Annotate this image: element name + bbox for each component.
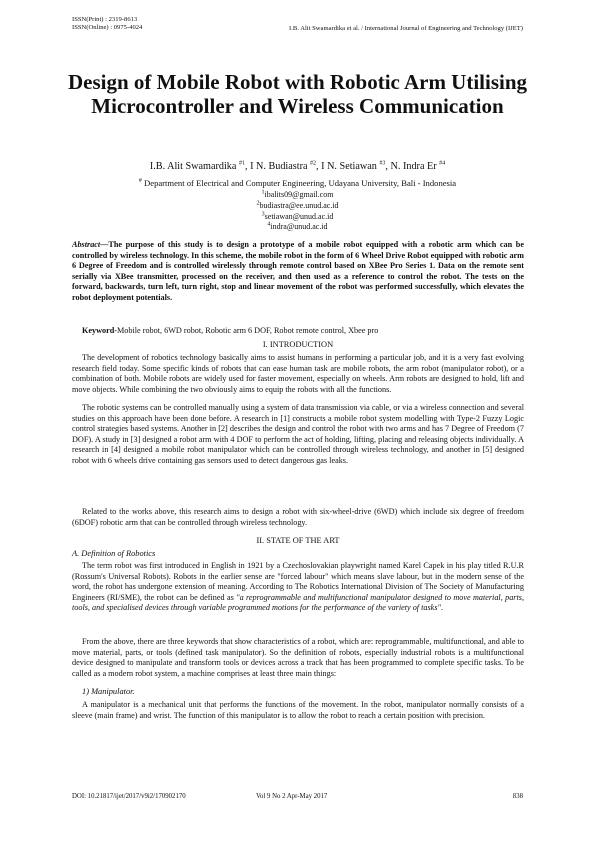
email-mark: 4 xyxy=(267,221,271,228)
section-heading-introduction: I. INTRODUCTION xyxy=(262,340,334,349)
author-name: I N. Setiawan xyxy=(321,161,377,172)
author-name: I.B. Alit Swamardika xyxy=(149,161,237,172)
issn-online: ISSN(Online) : 0975-4024 xyxy=(72,24,143,32)
email-link[interactable]: setiawan@unud.ac.id xyxy=(264,211,334,221)
section-heading-state-of-the-art: II. STATE OF THE ART xyxy=(256,536,340,545)
issn-block xyxy=(72,16,142,33)
running-header: I.B. Alit Swamardika et al. / International Journal of Engineering and Technology (IJET) xyxy=(289,25,523,32)
author-name: N. Indra Er xyxy=(390,161,437,172)
email-item xyxy=(60,222,535,233)
author-mark: #3 xyxy=(379,160,386,167)
email-item xyxy=(60,212,535,223)
doi: DOI: 10.21817/ijet/2017/v9i2/170902170 xyxy=(72,793,186,800)
page-number: 838 xyxy=(512,793,523,800)
keywords xyxy=(82,326,522,335)
author-mark: #4 xyxy=(439,160,446,167)
author-mark: #2 xyxy=(310,160,317,167)
email-list xyxy=(60,190,535,233)
affiliation-text: Department of Electrical and Computer Engineering, Udayana University, Bali - Indonesia xyxy=(144,178,457,188)
issn-print: ISSN(Print) : 2319-8613 xyxy=(72,16,138,23)
email-link[interactable]: indra@unud.ac.id xyxy=(270,222,328,232)
paragraph: Related to the works above, this research aims to design a robot with six-wheel-drive (6WD) which include six degree of freedom (6DOF) robotic arm that can be controlled through wireless technology. xyxy=(72,507,524,527)
affiliation-mark: # xyxy=(138,178,142,185)
author-mark: #1 xyxy=(238,160,245,167)
paper-title: Design of Mobile Robot with Robotic Arm Utilising Microcontroller and Wireless Communication xyxy=(67,70,528,118)
abstract-label: Abstract xyxy=(72,240,101,249)
keyword-text: Mobile robot, 6WD robot, Robotic arm 6 DOF, Robot remote control, Xbee pro xyxy=(117,326,379,335)
email-mark: 3 xyxy=(261,210,265,217)
paragraph-end: . xyxy=(440,603,443,613)
abstract xyxy=(72,240,524,304)
subsection-heading: A. Definition of Robotics xyxy=(72,549,156,558)
keyword-label: Keyword- xyxy=(82,326,118,335)
email-link[interactable]: ibalits09@gmail.com xyxy=(264,190,334,199)
author-line: I.B. Alit Swamardika $^{\#1}$, I N. Budiastra $^{\#2}$, I N. Setiawan $^{\#3}$, N. Indra Er $^{\#4}$ xyxy=(149,160,446,172)
affiliation xyxy=(60,178,535,188)
author-name: I N. Budiastra xyxy=(250,161,308,172)
subsubsection-heading: 1) Manipulator. xyxy=(82,687,135,696)
email-item xyxy=(60,201,535,212)
paragraph: A manipulator is a mechanical unit that performs the functions of the movement. In the robot, manipulator normally consists of a sleeve (main frame) and wrist. The function of this manipulator is to allow the robot to reach a certain position with precision. xyxy=(72,700,524,720)
paragraph: The robotic systems can be controlled manually using a system of data transmission via cable, or via a wireless connection and several studies on this approach have been done before. A research in [1] constructs a mobile robot system modelling with Type-2 Fuzzy Logic control strategies based systems. Another in [2] describes the design and control the robot with two arms and has 7 Degree of Freedom (7 DOF). A study in [3] designed a robot arm with 4 DOF to perform the act of holding, lifting, placing and releasing objects individually. A research in [4] designed a mobile robot manipulator which can be controlled through wireless technology, and another in [5] designed robot with 6 wheels drive containing gas sensors used to detect dangerous gas leaks. xyxy=(72,403,524,465)
paragraph xyxy=(72,561,524,614)
definition-quote: "a reprogrammable and multifunctional manipulator designed to move material, parts, tools, and specialised devices through variable programmed motions for the performance of the variety of tasks" xyxy=(72,592,524,613)
email-link[interactable]: budiastra@ee.unud.ac.id xyxy=(259,200,339,210)
abstract-text: —The purpose of this study is to design a prototype of a mobile robot equipped with a robotic arm which can be controlled by wireless technology. In this scheme, the mobile robot in the form of 6 Wheel Drive Robot equipped with robotic arm 6 Degree of Freedom and is controlled wirelessly through remote control based on XBee Pro Series 1. Data on the remote sent serially via XBee transmitter, processed on the receiver, and then used as a reference to control the robot. The tests on the forward, backwards, turn left, turn right, stop and linear movement of the robot was performed successfully, which elevates the robot deployment potentials. xyxy=(72,240,524,302)
email-mark: 2 xyxy=(256,200,260,207)
paragraph-text: The term robot was first introduced in English in 1921 by a Czechoslovakian playwright named Karel Capek in his play titled R.U.R (Rossum's Universal Robots). Robots in the earlier sense are "forced labour" which means slave labour, but in the modern sense of the word, the robot has undergone extension of meaning. According to The Robotics International Division of The Society of Manufacturing Engineers (RI/SME), the robot can be defined as xyxy=(72,561,524,602)
paragraph: From the above, there are three keywords that show characteristics of a robot, which are: reprogrammable, multifunctional, and able to move material, parts, or tools (defined task manipulator). So the definition of robots, especially industrial robots is a multifunctional device designed to manipulate and transform tools or devices across a track that has been programmed to complete specific tasks. To be called as a modern robot system, a machine comprises at least three main things: xyxy=(72,637,524,678)
paragraph: The development of robotics technology basically aims to assist humans in performing a particular job, and it is a very fast evolving research field today. Some specific kinds of robots that can ease human task are mobile robots, the arm robot (manipulator robot), or a combination of both. Mobile robots are widely used for faster movement, especially on wheels. Arm robots are designed to hold, lift and move objects. While combining the two obviously aims to equip the robots with all the functions. xyxy=(72,353,524,394)
email-item xyxy=(60,190,535,201)
email-mark: 1 xyxy=(261,189,265,196)
issue-info: Vol 9 No 2 Apr-May 2017 xyxy=(256,793,328,800)
